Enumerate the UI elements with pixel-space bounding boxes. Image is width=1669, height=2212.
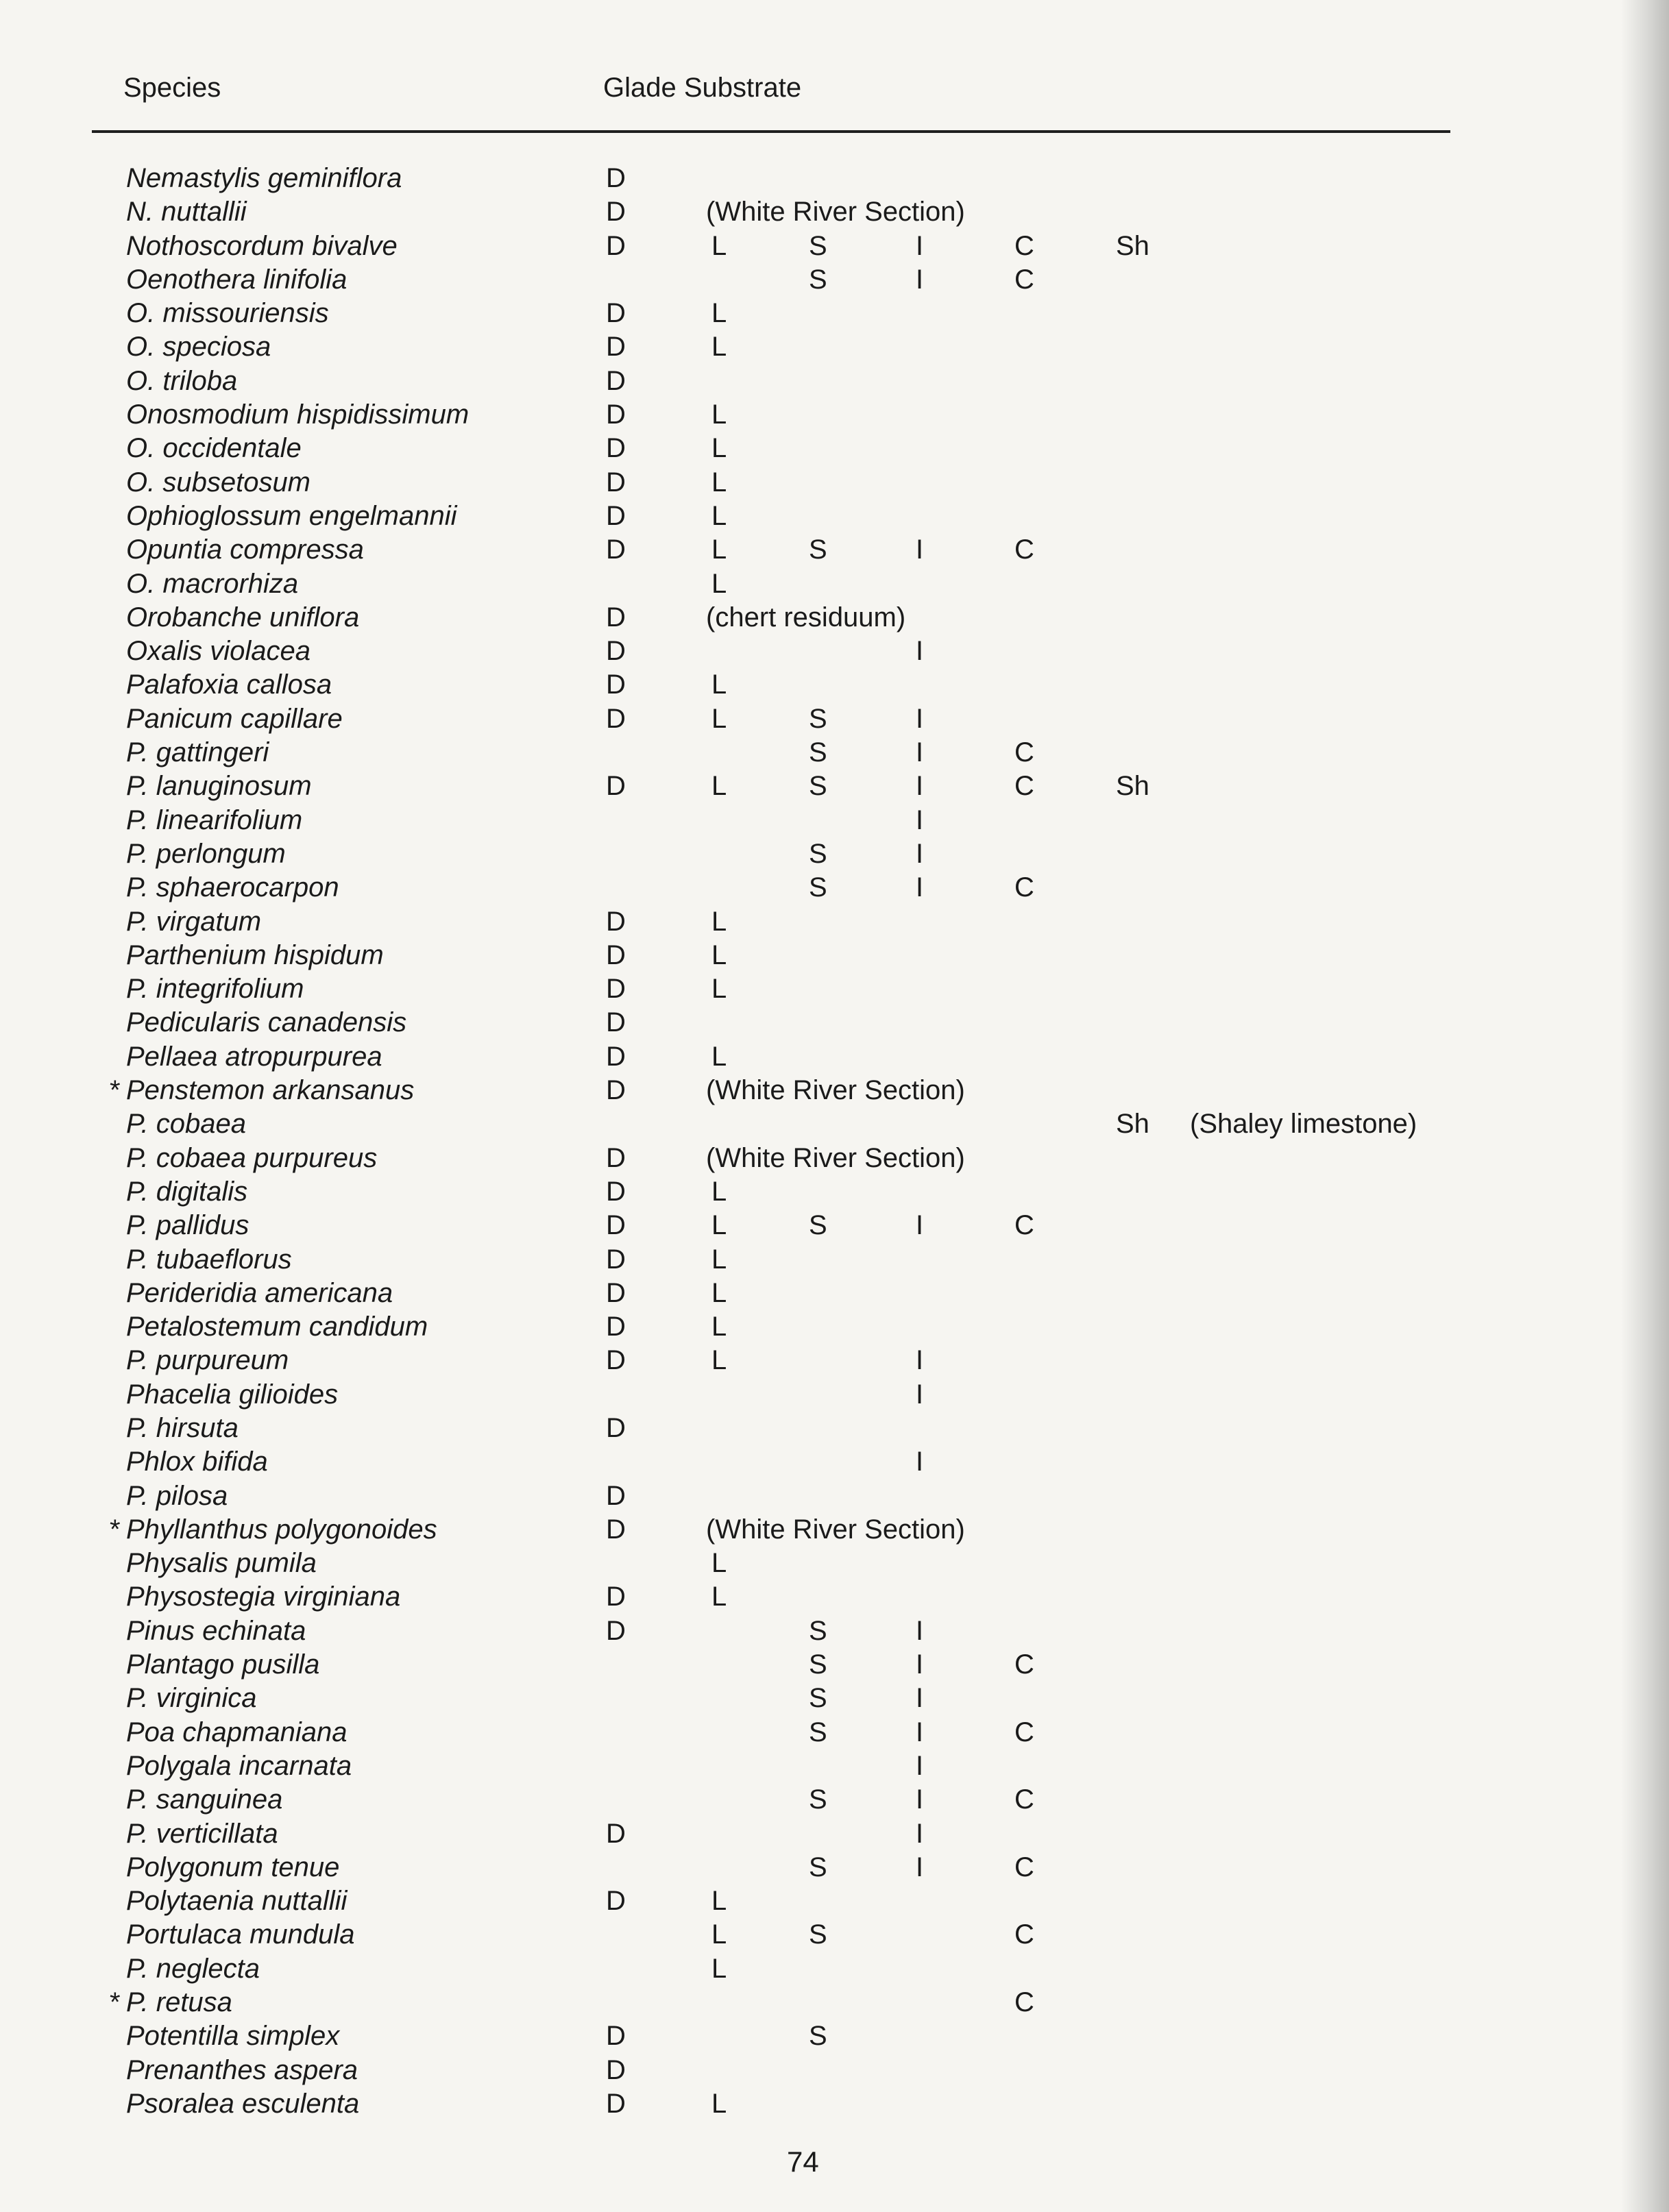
header-rule — [92, 130, 1450, 133]
table-row — [0, 1783, 1669, 1817]
substrate-c: C — [1014, 872, 1034, 903]
substrate-l: L — [711, 1041, 727, 1072]
table-row — [0, 1547, 1669, 1580]
species-name: P. purpureum — [126, 1345, 289, 1376]
substrate-i: I — [916, 872, 924, 903]
species-name: Polygala incarnata — [126, 1750, 352, 1781]
species-name: P. integrifolium — [126, 974, 304, 1005]
species-name: P. pilosa — [126, 1480, 228, 1511]
substrate-l: L — [711, 433, 727, 464]
substrate-s: S — [809, 1649, 827, 1680]
species-name: Ophioglossum engelmannii — [126, 500, 457, 531]
table-row — [0, 871, 1669, 905]
substrate-s: S — [809, 2021, 827, 2052]
table-row — [0, 567, 1669, 601]
substrate-s: S — [809, 1919, 827, 1950]
substrate-c: C — [1014, 1987, 1034, 2018]
species-name: Pellaea atropurpurea — [126, 1041, 382, 1072]
substrate-d: D — [606, 1244, 626, 1275]
substrate-i: I — [916, 264, 924, 295]
substrate-l: L — [711, 771, 727, 802]
table-row — [0, 1749, 1669, 1783]
substrate-sh: Sh — [1116, 771, 1149, 802]
table-row — [0, 1479, 1669, 1513]
species-name: P. virgatum — [126, 906, 262, 937]
substrate-d: D — [606, 939, 626, 970]
table-row — [0, 1918, 1669, 1952]
substrate-d: D — [606, 298, 626, 329]
substrate-i: I — [916, 1379, 924, 1410]
species-name: Potentilla simplex — [126, 2021, 340, 2052]
substrate-s: S — [809, 1784, 827, 1815]
substrate-i: I — [916, 1345, 924, 1376]
species-name: Pinus echinata — [126, 1615, 306, 1646]
substrate-d: D — [606, 2054, 626, 2085]
substrate-s: S — [809, 703, 827, 734]
table-row — [0, 1378, 1669, 1412]
substrate-i: I — [916, 1852, 924, 1882]
table-row — [0, 905, 1669, 939]
substrate-c: C — [1014, 1784, 1034, 1815]
species-name: N. nuttallii — [126, 197, 247, 228]
table-row — [0, 533, 1669, 567]
substrate-l: L — [711, 500, 727, 531]
substrate-d: D — [606, 1007, 626, 1038]
substrate-c: C — [1014, 737, 1034, 768]
species-name: Phacelia gilioides — [126, 1379, 339, 1410]
substrate-d: D — [606, 332, 626, 362]
substrate-i: I — [916, 1615, 924, 1646]
table-row — [0, 1580, 1669, 1614]
species-name: P. perlongum — [126, 838, 286, 869]
species-name: Nemastylis geminiflora — [126, 163, 402, 193]
substrate-c: C — [1014, 1852, 1034, 1882]
substrate-d: D — [606, 500, 626, 531]
species-name: Physalis pumila — [126, 1548, 317, 1579]
species-name: O. speciosa — [126, 332, 271, 362]
substrate-i: I — [916, 1649, 924, 1680]
substrate-l: L — [711, 332, 727, 362]
substrate-i: I — [916, 636, 924, 667]
table-row — [0, 398, 1669, 432]
substrate-d: D — [606, 1412, 626, 1443]
substrate-d: D — [606, 2021, 626, 2052]
substrate-c: C — [1014, 264, 1034, 295]
substrate-i: I — [916, 1717, 924, 1747]
substrate-sh: Sh — [1116, 1109, 1149, 1140]
substrate-s: S — [809, 838, 827, 869]
species-name: Opuntia compressa — [126, 534, 364, 565]
table-row — [0, 770, 1669, 803]
species-name: Physostegia virginiana — [126, 1582, 401, 1612]
species-name: Plantago pusilla — [126, 1649, 320, 1680]
substrate-d: D — [606, 2088, 626, 2119]
table-row — [0, 1648, 1669, 1682]
shale-note: (Shaley limestone) — [1190, 1109, 1417, 1140]
substrate-d: D — [606, 703, 626, 734]
table-row — [0, 1986, 1669, 2019]
table-row — [0, 195, 1669, 229]
species-name: P. lanuginosum — [126, 771, 312, 802]
species-name: Orobanche uniflora — [126, 602, 360, 632]
species-name: P. tubaeflorus — [126, 1244, 292, 1275]
species-name: Petalostemum candidum — [126, 1312, 428, 1342]
substrate-s: S — [809, 771, 827, 802]
substrate-d: D — [606, 1142, 626, 1173]
substrate-i: I — [916, 804, 924, 835]
substrate-d: D — [606, 433, 626, 464]
substrate-l: L — [711, 1919, 727, 1950]
species-name: O. macrorhiza — [126, 568, 299, 599]
substrate-d: D — [606, 771, 626, 802]
table-row — [0, 1445, 1669, 1479]
substrate-l: L — [711, 1277, 727, 1308]
substrate-c: C — [1014, 1210, 1034, 1241]
table-row — [0, 2054, 1669, 2087]
substrate-s: S — [809, 872, 827, 903]
substrate-l: L — [711, 230, 727, 261]
table-row — [0, 736, 1669, 770]
table-row — [0, 1952, 1669, 1986]
substrate-i: I — [916, 1447, 924, 1477]
species-name: Psoralea esculenta — [126, 2088, 360, 2119]
table-row — [0, 1513, 1669, 1547]
table-row — [0, 972, 1669, 1006]
species-name: Phyllanthus polygonoides — [126, 1514, 437, 1545]
substrate-s: S — [809, 1717, 827, 1747]
substrate-c: C — [1014, 534, 1034, 565]
table-row — [0, 1175, 1669, 1209]
species-name: O. occidentale — [126, 433, 302, 464]
table-row — [0, 263, 1669, 297]
species-name: Palafoxia callosa — [126, 669, 332, 700]
table-row — [0, 804, 1669, 837]
table-row — [0, 1142, 1669, 1175]
table-row — [0, 702, 1669, 736]
species-name: Poa chapmaniana — [126, 1717, 348, 1747]
asterisk-mark: * — [110, 1514, 121, 1545]
substrate-i: I — [916, 771, 924, 802]
species-name: Oxalis violacea — [126, 636, 311, 667]
species-name: Penstemon arkansanus — [126, 1075, 415, 1106]
species-name: Oenothera linifolia — [126, 264, 348, 295]
species-name: P. cobaea — [126, 1109, 246, 1140]
table-row — [0, 939, 1669, 972]
substrate-d: D — [606, 1277, 626, 1308]
substrate-i: I — [916, 703, 924, 734]
substrate-d: D — [606, 1582, 626, 1612]
substrate-i: I — [916, 737, 924, 768]
table-row — [0, 1277, 1669, 1310]
substrate-d: D — [606, 1210, 626, 1241]
species-name: P. pallidus — [126, 1210, 249, 1241]
species-name: Pedicularis canadensis — [126, 1007, 407, 1038]
species-name: Polytaenia nuttallii — [126, 1886, 348, 1917]
substrate-d: D — [606, 1615, 626, 1646]
substrate-d: D — [606, 1480, 626, 1511]
column-header-species: Species — [123, 73, 221, 103]
table-row — [0, 1614, 1669, 1648]
species-name: P. virginica — [126, 1683, 257, 1714]
table-row — [0, 500, 1669, 533]
substrate-l: L — [711, 1312, 727, 1342]
table-row — [0, 330, 1669, 364]
species-name: Parthenium hispidum — [126, 939, 384, 970]
table-row — [0, 2019, 1669, 2053]
substrate-l: L — [711, 939, 727, 970]
table-row — [0, 466, 1669, 500]
substrate-l: L — [711, 1582, 727, 1612]
substrate-d: D — [606, 534, 626, 565]
species-name: Panicum capillare — [126, 703, 343, 734]
table-row — [0, 1006, 1669, 1040]
table-row — [0, 1716, 1669, 1749]
substrate-d: D — [606, 636, 626, 667]
asterisk-mark: * — [110, 1075, 121, 1106]
species-name: Onosmodium hispidissimum — [126, 400, 470, 430]
table-row — [0, 297, 1669, 330]
table-row — [0, 1310, 1669, 1344]
substrate-d: D — [606, 1176, 626, 1207]
table-row — [0, 1209, 1669, 1242]
species-name: P. cobaea purpureus — [126, 1142, 378, 1173]
substrate-i: I — [916, 838, 924, 869]
substrate-c: C — [1014, 1649, 1034, 1680]
substrate-l: L — [711, 1953, 727, 1984]
substrate-d: D — [606, 1886, 626, 1917]
page-number: 74 — [787, 2146, 819, 2178]
table-row — [0, 837, 1669, 871]
substrate-l: L — [711, 1244, 727, 1275]
substrate-l: L — [711, 703, 727, 734]
substrate-l: L — [711, 906, 727, 937]
substrate-c: C — [1014, 230, 1034, 261]
substrate-note: (chert residuum) — [706, 602, 906, 632]
substrate-d: D — [606, 197, 626, 228]
species-name: P. sphaerocarpon — [126, 872, 339, 903]
substrate-d: D — [606, 1075, 626, 1106]
table-row — [0, 1243, 1669, 1277]
table-row — [0, 2087, 1669, 2121]
substrate-i: I — [916, 230, 924, 261]
substrate-l: L — [711, 1210, 727, 1241]
table-row — [0, 635, 1669, 668]
species-name: Perideridia americana — [126, 1277, 393, 1308]
column-header-glade-substrate: Glade Substrate — [603, 73, 802, 103]
substrate-s: S — [809, 534, 827, 565]
substrate-d: D — [606, 1818, 626, 1849]
substrate-l: L — [711, 974, 727, 1005]
table-row — [0, 1682, 1669, 1715]
substrate-s: S — [809, 1615, 827, 1646]
substrate-l: L — [711, 534, 727, 565]
asterisk-mark: * — [110, 1987, 121, 2018]
substrate-d: D — [606, 1312, 626, 1342]
substrate-i: I — [916, 1818, 924, 1849]
species-name: O. triloba — [126, 365, 238, 396]
substrate-l: L — [711, 1886, 727, 1917]
substrate-c: C — [1014, 771, 1034, 802]
table-row — [0, 1851, 1669, 1884]
species-name: Prenanthes aspera — [126, 2054, 358, 2085]
table-row — [0, 601, 1669, 635]
substrate-d: D — [606, 974, 626, 1005]
substrate-l: L — [711, 1548, 727, 1579]
species-name: P. gattingeri — [126, 737, 269, 768]
substrate-l: L — [711, 1176, 727, 1207]
table-row — [0, 230, 1669, 263]
species-name: P. retusa — [126, 1987, 232, 2018]
substrate-s: S — [809, 737, 827, 768]
substrate-sh: Sh — [1116, 230, 1149, 261]
table-row — [0, 1344, 1669, 1377]
table-row — [0, 1074, 1669, 1107]
species-name: P. digitalis — [126, 1176, 248, 1207]
species-name: Phlox bifida — [126, 1447, 268, 1477]
substrate-note: (White River Section) — [706, 1075, 965, 1106]
substrate-l: L — [711, 298, 727, 329]
table-row — [0, 1817, 1669, 1851]
substrate-s: S — [809, 1683, 827, 1714]
substrate-i: I — [916, 1210, 924, 1241]
species-name: Portulaca mundula — [126, 1919, 355, 1950]
substrate-d: D — [606, 1514, 626, 1545]
substrate-i: I — [916, 1683, 924, 1714]
substrate-note: (White River Section) — [706, 1142, 965, 1173]
substrate-s: S — [809, 264, 827, 295]
substrate-d: D — [606, 1345, 626, 1376]
species-name: P. linearifolium — [126, 804, 303, 835]
substrate-note: (White River Section) — [706, 1514, 965, 1545]
substrate-note: (White River Section) — [706, 197, 965, 228]
species-name: Polygonum tenue — [126, 1852, 340, 1882]
species-name: Nothoscordum bivalve — [126, 230, 398, 261]
substrate-i: I — [916, 1750, 924, 1781]
substrate-l: L — [711, 568, 727, 599]
table-row — [0, 1412, 1669, 1445]
substrate-d: D — [606, 1041, 626, 1072]
substrate-d: D — [606, 467, 626, 497]
species-table — [0, 162, 1669, 2121]
substrate-d: D — [606, 163, 626, 193]
species-name: P. neglecta — [126, 1953, 260, 1984]
substrate-l: L — [711, 400, 727, 430]
table-row — [0, 1884, 1669, 1918]
species-name: O. subsetosum — [126, 467, 311, 497]
substrate-i: I — [916, 534, 924, 565]
table-row — [0, 365, 1669, 398]
substrate-d: D — [606, 400, 626, 430]
species-name: P. sanguinea — [126, 1784, 283, 1815]
substrate-i: I — [916, 1784, 924, 1815]
substrate-d: D — [606, 365, 626, 396]
table-row — [0, 668, 1669, 702]
substrate-s: S — [809, 1210, 827, 1241]
table-row — [0, 162, 1669, 195]
substrate-l: L — [711, 669, 727, 700]
table-row — [0, 1040, 1669, 1074]
species-name: P. hirsuta — [126, 1412, 239, 1443]
table-row — [0, 432, 1669, 465]
substrate-d: D — [606, 602, 626, 632]
substrate-l: L — [711, 1345, 727, 1376]
substrate-d: D — [606, 230, 626, 261]
species-name: P. verticillata — [126, 1818, 278, 1849]
substrate-c: C — [1014, 1919, 1034, 1950]
substrate-d: D — [606, 669, 626, 700]
substrate-s: S — [809, 1852, 827, 1882]
substrate-s: S — [809, 230, 827, 261]
substrate-d: D — [606, 906, 626, 937]
table-row — [0, 1107, 1669, 1141]
substrate-l: L — [711, 2088, 727, 2119]
substrate-c: C — [1014, 1717, 1034, 1747]
species-name: O. missouriensis — [126, 298, 329, 329]
substrate-l: L — [711, 467, 727, 497]
